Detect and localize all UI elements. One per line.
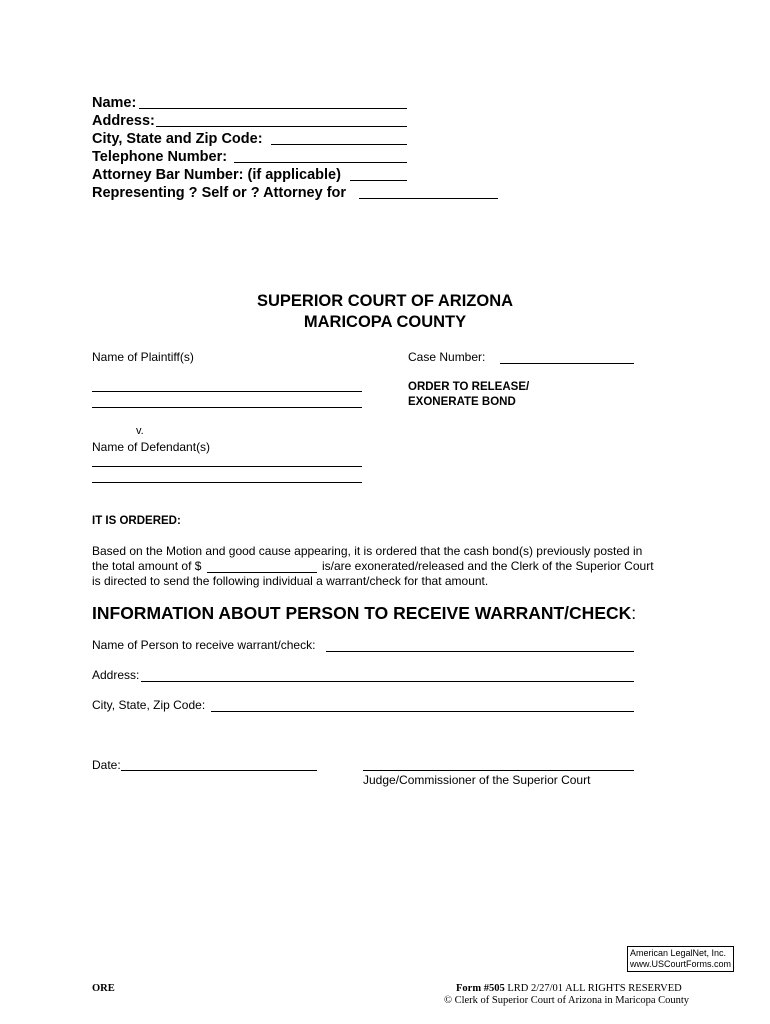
person-city-field-line[interactable]	[211, 711, 634, 712]
date-field-line[interactable]	[121, 770, 317, 771]
plaintiff-line-1[interactable]	[92, 391, 362, 392]
footer-code: ORE	[92, 983, 115, 994]
plaintiff-line-2[interactable]	[92, 407, 362, 408]
person-city-label: City, State, Zip Code:	[92, 698, 206, 712]
bar-number-label: Attorney Bar Number: (if applicable)	[92, 167, 341, 183]
order-text-line-2a: the total amount of $	[92, 559, 202, 573]
telephone-label: Telephone Number:	[92, 149, 228, 165]
form-number: Form #505	[456, 983, 505, 994]
telephone-field-line[interactable]	[234, 162, 407, 163]
name-label: Name:	[92, 95, 137, 111]
order-text-line-1: Based on the Motion and good cause appearing, it is ordered that the cash bond(s) previously posted in	[92, 544, 643, 558]
city-state-zip-field-line[interactable]	[271, 144, 407, 145]
county-name: MARICOPA COUNTY	[303, 313, 467, 331]
footer-form-info	[456, 983, 682, 994]
info-heading: INFORMATION ABOUT PERSON TO RECEIVE WARRANT/CHECK:	[92, 603, 637, 623]
court-name: SUPERIOR COURT OF ARIZONA	[256, 292, 514, 310]
date-label: Date:	[92, 758, 121, 772]
publisher-stamp	[627, 946, 734, 972]
city-state-zip-label: City, State and Zip Code:	[92, 131, 263, 147]
person-name-field-line[interactable]	[326, 651, 634, 652]
defendant-line-2[interactable]	[92, 482, 362, 483]
name-field-line[interactable]	[139, 108, 407, 109]
representing-field-line[interactable]	[359, 198, 498, 199]
person-name-label: Name of Person to receive warrant/check:	[92, 638, 316, 652]
bar-number-field-line[interactable]	[350, 180, 407, 181]
document-title-line-1: ORDER TO RELEASE/	[408, 381, 530, 393]
it-is-ordered-heading: IT IS ORDERED:	[92, 515, 181, 527]
case-number-label: Case Number:	[408, 350, 486, 364]
person-address-label: Address:	[92, 668, 140, 682]
judge-label: Judge/Commissioner of the Superior Court	[363, 773, 591, 787]
defendant-label: Name of Defendant(s)	[92, 440, 211, 454]
footer-copyright: © Clerk of Superior Court of Arizona in Maricopa County	[444, 995, 690, 1006]
versus-label: v.	[136, 425, 144, 437]
publisher-name: American LegalNet, Inc.	[630, 948, 727, 958]
address-label: Address:	[92, 113, 155, 129]
judge-signature-line[interactable]	[363, 770, 634, 771]
order-text-line-2b: is/are exonerated/released and the Clerk of the Superior Court	[322, 559, 654, 573]
bond-amount-field-line[interactable]	[207, 572, 317, 573]
defendant-line-1[interactable]	[92, 466, 362, 467]
order-text-line-3: is directed to send the following individual a warrant/check for that amount.	[92, 574, 489, 588]
document-title-line-2: EXONERATE BOND	[408, 396, 516, 408]
representing-label: Representing ? Self or ? Attorney for	[92, 185, 347, 201]
person-address-field-line[interactable]	[141, 681, 634, 682]
case-number-field-line[interactable]	[500, 363, 634, 364]
footer-rights: LRD 2/27/01 ALL RIGHTS RESERVED	[507, 983, 682, 994]
address-field-line[interactable]	[156, 126, 407, 127]
publisher-url: www.USCourtForms.com	[630, 959, 732, 969]
plaintiff-label: Name of Plaintiff(s)	[92, 350, 194, 364]
